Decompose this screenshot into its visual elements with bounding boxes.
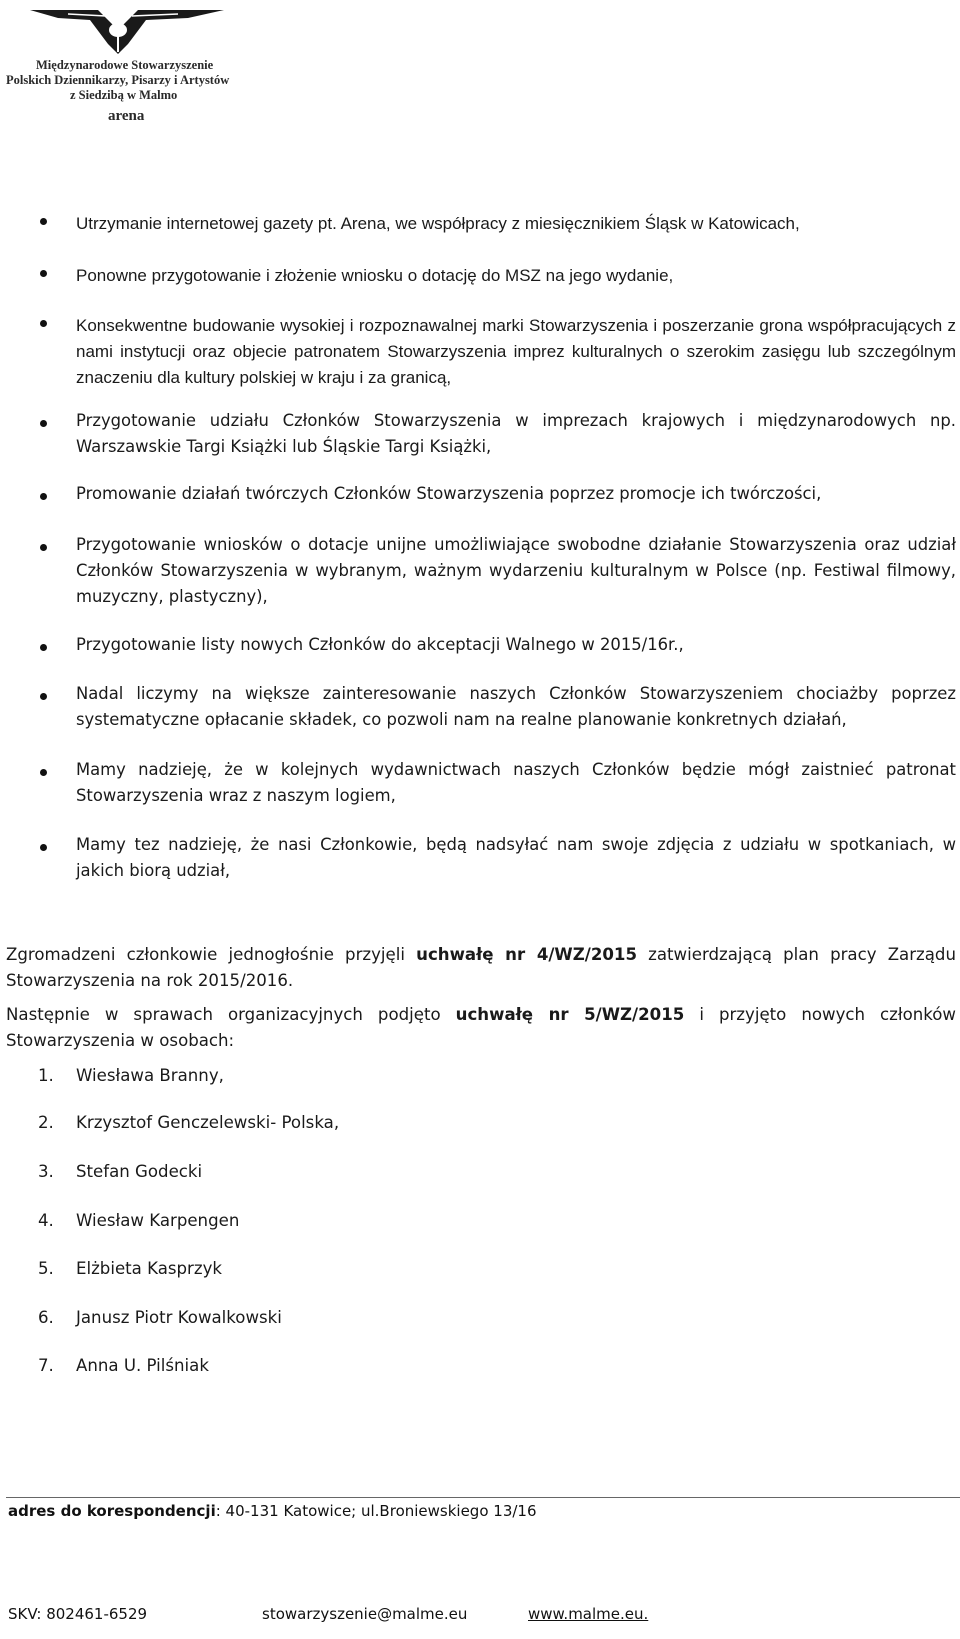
bullet-icon [40,644,42,646]
list-number: 6. [38,1308,54,1327]
bullet-icon [40,270,42,272]
bullet-icon [40,769,42,771]
list-item: Przygotowanie wniosków o dotacje unijne umożliwiające swobodne działanie Stowarzyszenia oraz udział Członków Stowarzyszenia w wybranym, ważnym wydarzeniu kulturalnym w Polsce (np. Festiwal filmowy, muzyczny, plastyczny), [76,535,956,606]
member-name: Anna U. Pilśniak [76,1356,209,1375]
bullet-icon [40,844,42,846]
logo-line-1: Międzynarodowe Stowarzyszenie [36,58,214,72]
footer-website-link[interactable]: www.malme.eu. [528,1605,649,1623]
logo-text [6,58,256,103]
bullet-icon [40,493,42,495]
address-label: adres do korespondencji [8,1502,216,1520]
list-item: Ponowne przygotowanie i złożenie wniosku o dotację do MSZ na jego wydanie, [76,266,674,285]
address-value: : 40-131 Katowice; ul.Broniewskiego 13/16 [215,1502,537,1520]
member-name: Janusz Piotr Kowalkowski [76,1308,282,1327]
bullet-icon [40,693,42,695]
para2-text-end: i przyjęto nowych członków Stowarzyszenia w osobach: [6,1005,957,1050]
list-item: Promowanie działań twórczych Członków Stowarzyszenia poprzez promocje ich twórczości, [76,484,822,503]
list-item: Mamy nadzieję, że w kolejnych wydawnictwach naszych Członków będzie mógł zaistnieć patronat Stowarzyszenia wraz z naszym logiem, [76,760,956,805]
bullet-icon [40,420,42,422]
list-number: 5. [38,1259,54,1278]
para2-text-start: Następnie w sprawach organizacyjnych podjęto [6,1005,456,1024]
footer-skv: SKV: 802461-6529 [8,1605,148,1623]
list-item: Nadal liczymy na większe zainteresowanie naszych Członków Stowarzyszeniem chociażby poprzez systematyczne opłacanie składek, co pozwoli nam na realne planowanie konkretnych działań, [76,684,956,729]
list-number: 1. [38,1066,54,1085]
bullet-icon [40,218,42,220]
footer-divider [6,1497,960,1498]
resolution-paragraph-1 [6,942,956,994]
member-name: Krzysztof Genczelewski- Polska, [76,1113,340,1132]
logo-name: arena [108,108,145,124]
para1-text-end: zatwierdzającą plan pracy Zarządu Stowarzyszenia na rok 2015/2016. [6,945,956,990]
logo-line-2: Polskich Dziennikarzy, Pisarzy i Artystów [6,73,230,87]
list-item: Konsekwentne budowanie wysokiej i rozpoznawalnej marki Stowarzyszenia i poszerzanie grona współpracujących z nami instytucji oraz objecie patronatem Stowarzyszenia imprez kulturalnych o szerokim zasięgu lub szczególnym znaczeniu dla kultury polskiej w kraju i za granicą, [76,316,956,387]
list-number: 7. [38,1356,54,1375]
para1-text-start: Zgromadzeni członkowie jednogłośnie przyjęli [6,945,417,964]
list-number: 3. [38,1162,54,1181]
logo-line-3: z Siedzibą w Malmo [70,88,178,102]
footer-address [8,1502,537,1520]
member-name: Wiesława Branny, [76,1066,224,1085]
resolution-number-5: uchwałę nr 5/WZ/2015 [455,1005,685,1024]
list-number: 2. [38,1113,54,1132]
resolution-paragraph-2 [6,1002,956,1054]
association-logo [6,4,256,134]
list-item: Przygotowanie listy nowych Członków do akceptacji Walnego w 2015/16r., [76,635,684,654]
member-name: Wiesław Karpengen [76,1211,240,1230]
bullet-icon [40,544,42,546]
member-name: Stefan Godecki [76,1162,203,1181]
resolution-number-4: uchwałę nr 4/WZ/2015 [416,945,638,964]
list-item: Utrzymanie internetowej gazety pt. Arena, we współpracy z miesięcznikiem Śląsk w Katowicach, [76,214,800,233]
list-item: Mamy tez nadzieję, że nasi Członkowie, będą nadsyłać nam swoje zdjęcia z udziału w spotkaniach, w jakich biorą udział, [76,835,956,880]
list-number: 4. [38,1211,54,1230]
member-name: Elżbieta Kasprzyk [76,1259,223,1278]
list-item: Przygotowanie udziału Członków Stowarzyszenia w imprezach krajowych i międzynarodowych np. Warszawskie Targi Książki lub Śląskie Targi Książki, [76,411,956,456]
footer-email[interactable]: stowarzyszenie@malme.eu [262,1605,468,1623]
pen-nib-icon [28,4,228,56]
bullet-icon [40,320,42,322]
